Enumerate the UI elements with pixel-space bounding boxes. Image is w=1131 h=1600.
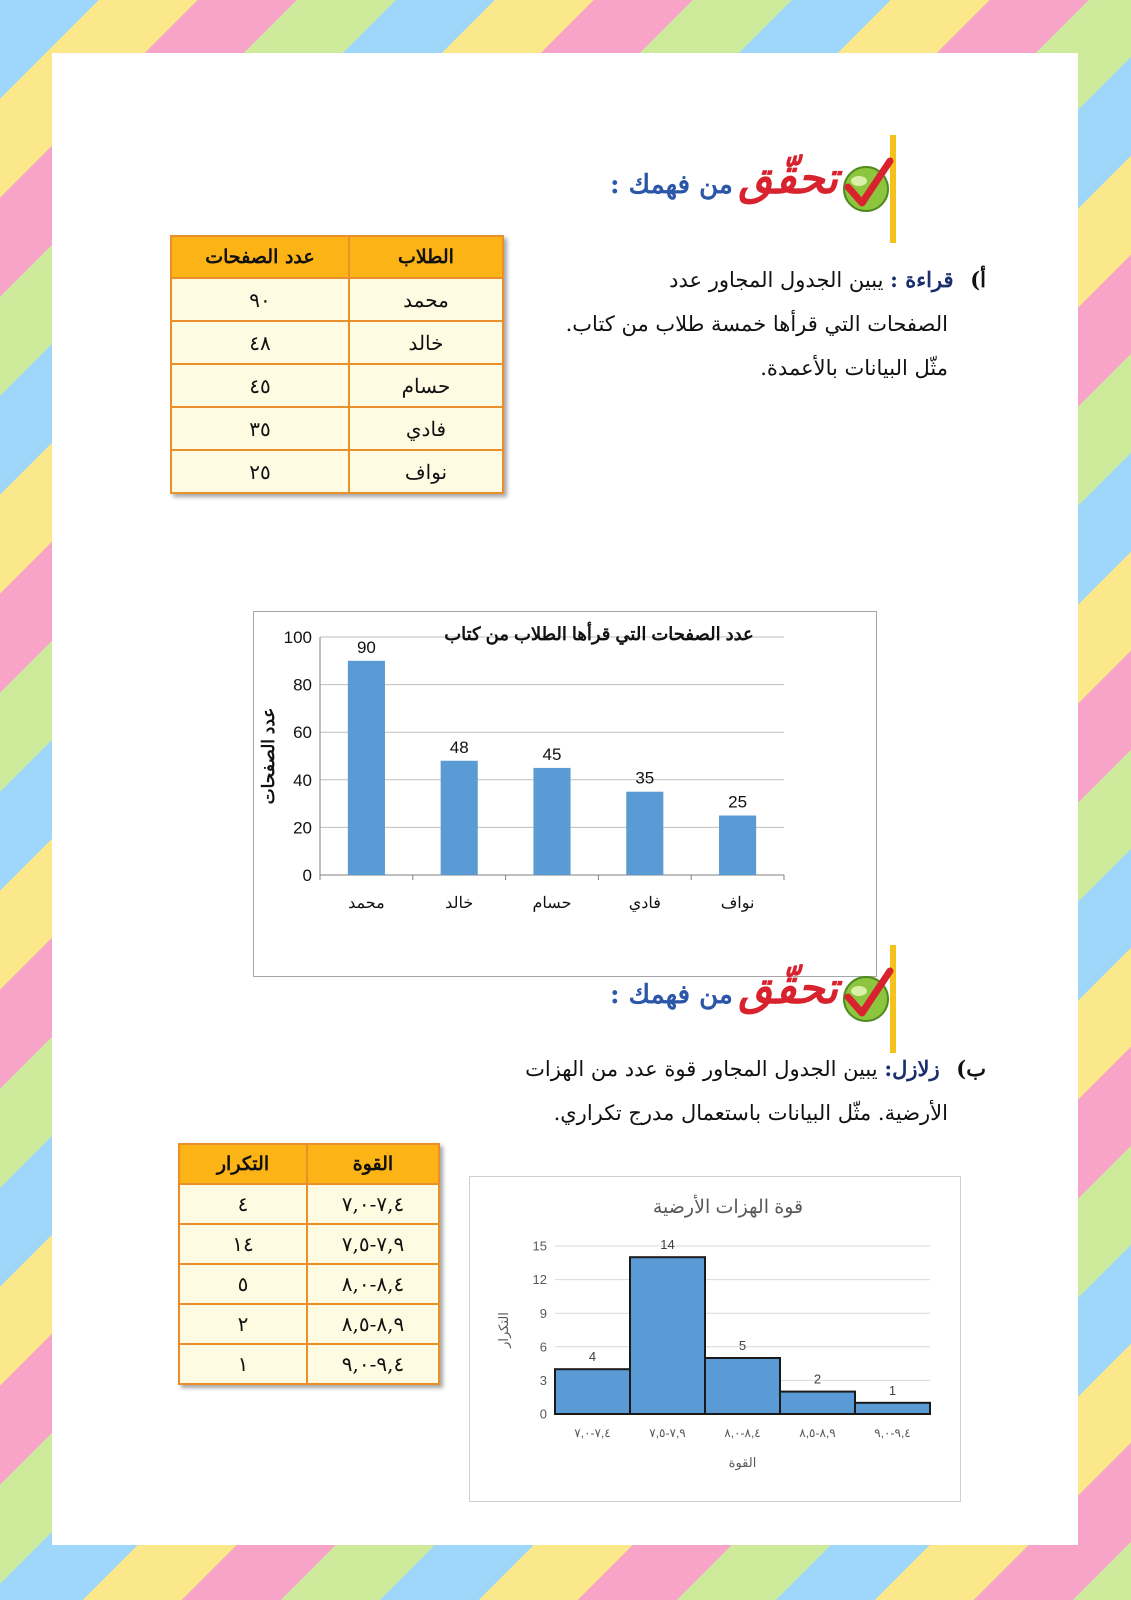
- cell-frequency: ١٤: [179, 1224, 307, 1264]
- x-category-label: ٧,٤-٧,٠: [574, 1426, 611, 1440]
- cell-student: فادي: [349, 407, 503, 450]
- table-row: [179, 1304, 439, 1344]
- data-label: 5: [738, 1338, 747, 1353]
- data-label: 14: [660, 1237, 675, 1253]
- y-tick-label: 6: [539, 1339, 547, 1355]
- data-label: 1: [888, 1382, 897, 1398]
- y-tick-label: 12: [532, 1272, 547, 1288]
- table-header-row: [171, 236, 503, 278]
- y-tick-label: 15: [532, 1238, 547, 1254]
- bar: [780, 1392, 855, 1414]
- pages-bar-chart: [253, 611, 877, 977]
- bar: [555, 1369, 630, 1414]
- bar: [855, 1403, 930, 1414]
- table-row: [171, 278, 503, 321]
- x-category-label: محمد: [348, 895, 385, 912]
- header-pages: عدد الصفحات: [171, 236, 349, 278]
- table-row: [179, 1184, 439, 1224]
- problem-a-number: أ): [970, 267, 986, 292]
- heading-title: [610, 963, 838, 1014]
- bar: [705, 1358, 780, 1414]
- problem-a-line2: الصفحات التي قرأها خمسة طلاب من كتاب.: [565, 312, 948, 336]
- table-header-row: [179, 1144, 439, 1184]
- cell-student: محمد: [349, 278, 503, 321]
- bar: [441, 761, 478, 875]
- cell-strength: ٨,٩-٨,٥: [307, 1304, 439, 1344]
- check-understanding-heading-a: [548, 135, 948, 245]
- header-strength: القوة: [307, 1144, 439, 1184]
- y-tick-label: 3: [539, 1372, 547, 1388]
- table-row: [179, 1224, 439, 1264]
- cell-strength: ٨,٤-٨,٠: [307, 1264, 439, 1304]
- chart-title: قوة الهزات الأرضية: [652, 1197, 804, 1218]
- pages-bar-chart-svg: [254, 612, 876, 976]
- pages-read-table: [170, 235, 504, 494]
- y-tick-label: 0: [302, 865, 312, 885]
- cell-strength: ٩,٤-٩,٠: [307, 1344, 439, 1384]
- problem-b-line1: [386, 1047, 986, 1091]
- chart-title: عدد الصفحات التي قرأها الطلاب من كتاب: [444, 624, 754, 644]
- cell-strength: ٧,٩-٧,٥: [307, 1224, 439, 1264]
- textbook-page: [52, 53, 1078, 1545]
- problem-a-line1-text: يبين الجدول المجاور عدد: [669, 268, 884, 292]
- y-tick-label: 20: [293, 818, 312, 838]
- x-category-label: حسام: [532, 895, 572, 912]
- x-category-label: فادي: [628, 895, 661, 912]
- table-row: [171, 364, 503, 407]
- cell-pages: ٢٥: [171, 450, 349, 493]
- heading-title-red: تحقّق: [738, 963, 838, 1014]
- y-tick-label: 80: [293, 675, 312, 695]
- cell-frequency: ١: [179, 1344, 307, 1384]
- x-axis-label: القوة: [728, 1455, 757, 1470]
- check-understanding-heading-b: [548, 945, 948, 1055]
- bar: [348, 661, 385, 875]
- x-category-label: ٧,٩-٧,٥: [649, 1426, 686, 1440]
- y-tick-label: 60: [293, 723, 312, 743]
- table-row: [171, 450, 503, 493]
- data-label: 48: [449, 737, 469, 757]
- problem-b-line1-text: يبين الجدول المجاور قوة عدد من الهزات: [525, 1057, 878, 1081]
- checkmark-icon: [836, 965, 896, 1025]
- checkmark-icon: [836, 155, 896, 215]
- cell-pages: ٤٨: [171, 321, 349, 364]
- y-tick-label: 9: [539, 1305, 547, 1321]
- y-axis-label: التكرار: [496, 1312, 511, 1348]
- table-row: [171, 321, 503, 364]
- x-category-label: خالد: [445, 895, 474, 912]
- table-row: [179, 1344, 439, 1384]
- bar: [533, 768, 570, 875]
- problem-b-label: زلازل:: [884, 1056, 940, 1081]
- heading-title-blue: من فهمك :: [610, 980, 733, 1010]
- problem-b-text: [386, 1047, 986, 1135]
- x-category-label: ٩,٤-٩,٠: [874, 1426, 911, 1440]
- earthquake-histogram-svg: [470, 1177, 960, 1501]
- bar: [719, 816, 756, 876]
- x-category-label: ٨,٩-٨,٥: [799, 1426, 836, 1440]
- y-tick-label: 100: [283, 627, 312, 647]
- earthquake-histogram: [469, 1176, 961, 1502]
- cell-frequency: ٢: [179, 1304, 307, 1344]
- problem-a-text: [516, 258, 986, 390]
- cell-pages: ٤٥: [171, 364, 349, 407]
- problem-b-line2: الأرضية. مثّل البيانات باستعمال مدرج تكراري.: [553, 1101, 948, 1125]
- cell-strength: ٧,٤-٧,٠: [307, 1184, 439, 1224]
- data-label: 35: [635, 768, 655, 788]
- problem-b-number: ب): [956, 1056, 986, 1081]
- header-frequency: التكرار: [179, 1144, 307, 1184]
- data-label: 25: [728, 792, 748, 812]
- heading-title-red: تحقّق: [738, 153, 838, 204]
- bar: [626, 792, 663, 875]
- cell-student: نواف: [349, 450, 503, 493]
- table-row: [171, 407, 503, 450]
- heading-title: [610, 153, 838, 204]
- data-label: 4: [588, 1349, 597, 1365]
- data-label: 90: [356, 637, 376, 657]
- x-category-label: ٨,٤-٨,٠: [724, 1426, 761, 1440]
- cell-pages: ٩٠: [171, 278, 349, 321]
- x-category-label: نواف: [720, 895, 755, 912]
- heading-title-blue: من فهمك :: [610, 170, 733, 200]
- problem-a-line3: مثّل البيانات بالأعمدة.: [760, 356, 948, 380]
- data-label: 2: [813, 1371, 822, 1387]
- cell-frequency: ٤: [179, 1184, 307, 1224]
- problem-a-label: قراءة :: [890, 267, 954, 292]
- cell-pages: ٣٥: [171, 407, 349, 450]
- y-tick-label: 40: [293, 770, 312, 790]
- bar: [630, 1257, 705, 1414]
- table-row: [179, 1264, 439, 1304]
- earthquake-table: [178, 1143, 440, 1385]
- y-axis-label: عدد الصفحات: [259, 707, 278, 805]
- problem-a-line1: [516, 258, 986, 302]
- header-students: الطلاب: [349, 236, 503, 278]
- data-label: 45: [542, 744, 562, 764]
- cell-frequency: ٥: [179, 1264, 307, 1304]
- y-tick-label: 0: [539, 1406, 547, 1422]
- cell-student: حسام: [349, 364, 503, 407]
- cell-student: خالد: [349, 321, 503, 364]
